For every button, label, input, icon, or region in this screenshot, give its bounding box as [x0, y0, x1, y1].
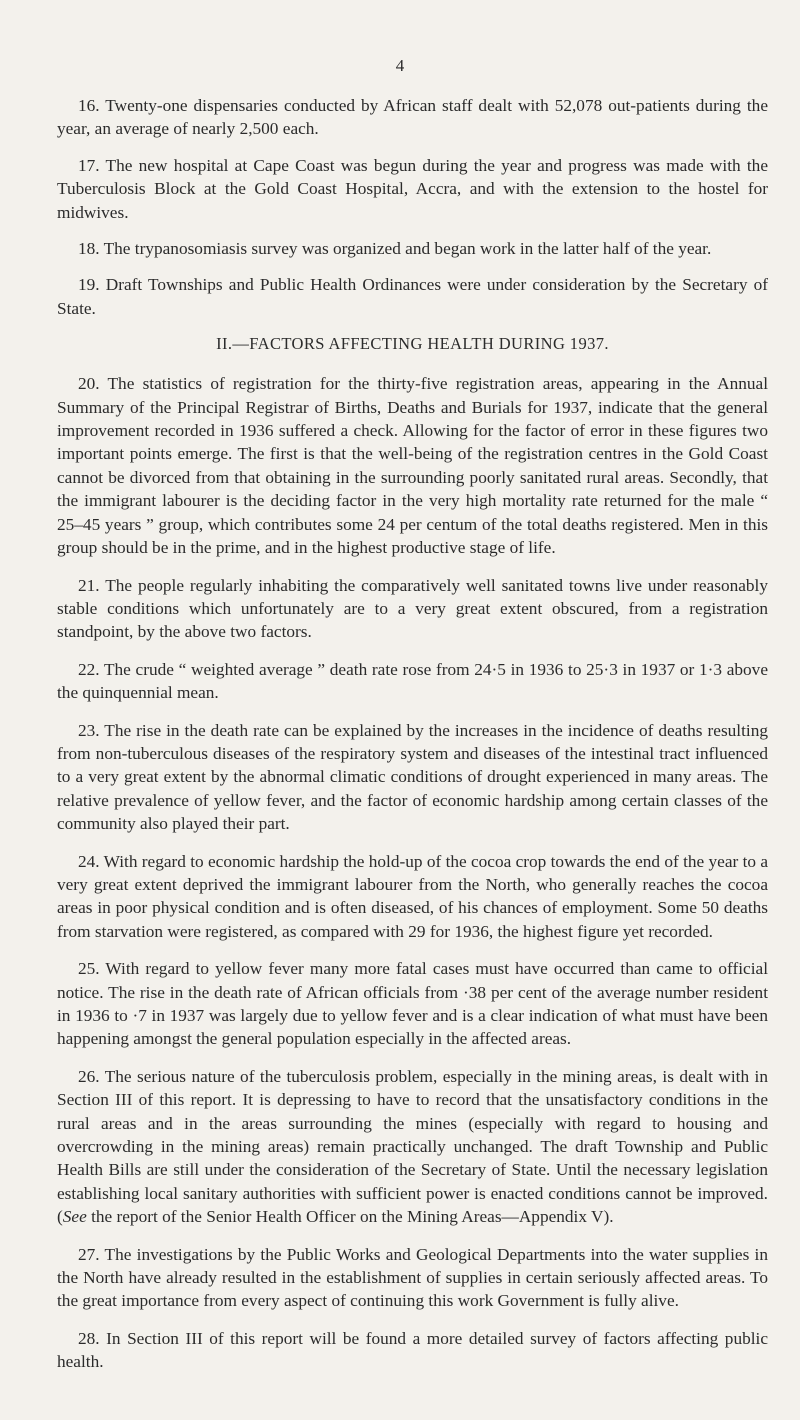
- paragraph-19: 19. Draft Townships and Public Health Ordinances were under consideration by the Secretary of State.: [57, 275, 768, 318]
- paragraph-28: 28. In Section III of this report will be found a more detailed survey of factors affecting public health.: [57, 1328, 768, 1372]
- paragraph-27: 27. The investigations by the Public Works and Geological Departments into the water supplies in the North have already resulted in the establishment of supplies in certain seriously affected areas. To the great importance from every aspect of continuing this work Government is fully alive.: [57, 1244, 768, 1311]
- paragraph-26-text-start: 26. The serious nature of the tuberculosis problem, especially in the mining areas, is dealt with in Section III of this report. It is depressing to have to record that the unsatisfactory conditions in the rural areas and in the areas surrounding the mines (especially with regard to housing and overcrowding in the mining areas) remain practically unchanged. The draft Township and Public Health Bills are still under the consideration of the Secretary of State. Until the necessary legislation establishing local sanitary authorities with sufficient power is enacted conditions cannot be improved. (: [57, 1066, 768, 1227]
- document-body: [57, 94, 768, 1388]
- paragraph-18: 18. The trypanosomiasis survey was organized and began work in the latter half of the year.: [78, 239, 712, 259]
- section-heading: II.—FACTORS AFFECTING HEALTH DURING 1937.: [216, 334, 609, 354]
- paragraph-21: 21. The people regularly inhabiting the comparatively well sanitated towns live under reasonably stable conditions which unfortunately are to a very great extent obscured, from a registration standpoint, by the above two factors.: [57, 575, 768, 642]
- paragraph-26-text-end: the report of the Senior Health Officer on the Mining Areas—Appendix V).: [86, 1207, 614, 1227]
- paragraph-16: 16. Twenty-one dispensaries conducted by African staff dealt with 52,078 out-patients during the year, an average of nearly 2,500 each.: [57, 96, 768, 139]
- paragraph-22: 22. The crude “ weighted average ” death rate rose from 24·5 in 1936 to 25·3 in 1937 or 1·3 above the quinquennial mean.: [57, 659, 768, 703]
- paragraph-26: [57, 1065, 768, 1229]
- paragraph-17: 17. The new hospital at Cape Coast was begun during the year and progress was made with the Tuberculosis Block at the Gold Coast Hospital, Accra, and with the extension to the hostel for midwives.: [57, 155, 768, 222]
- paragraph-24: 24. With regard to economic hardship the hold-up of the cocoa crop towards the end of the year to a very great extent deprived the immigrant labourer from the North, who generally reaches the cocoa areas in poor physical condition and is often diseased, of his chances of employment. Some 50 deaths from starvation were registered, as compared with 29 for 1936, the highest figure yet recorded.: [57, 851, 769, 941]
- paragraph-25: 25. With regard to yellow fever many more fatal cases must have occurred than came to official notice. The rise in the death rate of African officials from ·38 per cent of the average number resident in 1936 to ·7 in 1937 was largely due to yellow fever and is a clear indication of what must have been happening amongst the general population especially in the affected areas.: [57, 959, 768, 1049]
- paragraph-23: 23. The rise in the death rate can be explained by the increases in the incidence of deaths resulting from non-tuberculous diseases of the respiratory system and diseases of the intestinal tract influenced to a very great extent by the abnormal climatic conditions of drought experienced in many areas. The relative prevalence of yellow fever, and the factor of economic hardship among certain classes of the community also played their part.: [57, 720, 768, 834]
- page-number: 4: [395, 56, 405, 75]
- paragraph-26-see: See: [62, 1207, 87, 1227]
- paragraph-20: 20. The statistics of registration for the thirty-five registration areas, appearing in the Annual Summary of the Principal Registrar of Births, Deaths and Burials for 1937, indicate that the general improvement recorded in 1936 suffered a check. Allowing for the factor of error in these figures two important points emerge. The first is that the well-being of the registration centres in the Gold Coast cannot be divorced from that obtaining in the surrounding poorly sanitated rural areas. Secondly, that the immigrant labourer is the deciding factor in the very high mortality rate returned for the male “ 25–45 years ” group, which contributes some 24 per centum of the total deaths registered. Men in this group should be in the prime, and in the highest productive stage of life.: [57, 374, 768, 558]
